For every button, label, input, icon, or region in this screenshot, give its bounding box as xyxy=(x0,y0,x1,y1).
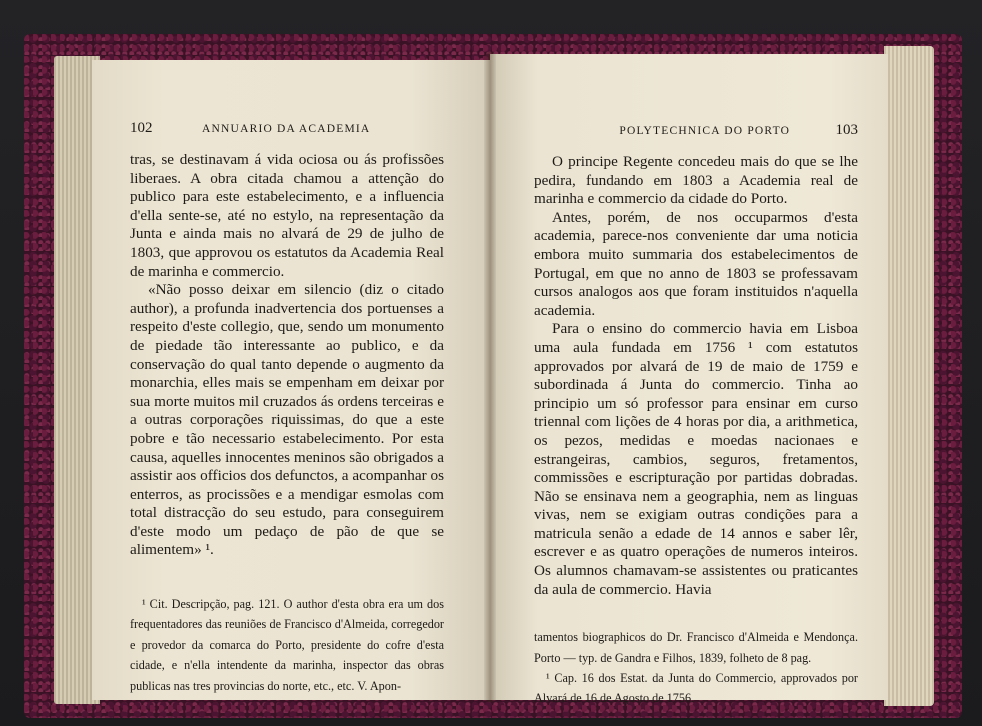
left-footnote-1: ¹ Cit. Descripção, pag. 121. O author d'esta obra era um dos frequentadores das reuniões de Francisco d'Almeida, corregedor e provedor da comarca do Porto, presidente do cofre d'esta cidade, e n'ella intendente da marinha, inspector das obras publicas nas tres provincias do norte, etc., etc. V. Apon- xyxy=(130,597,444,693)
left-page-number: 102 xyxy=(130,120,153,136)
left-paragraph-1: tras, se destinavam á vida ociosa ou ás profissões liberaes. A obra citada chamou a attenção do publico para este estabelecimento, e a influencia d'ella sente-se, até no estylo, na representação da Junta e ainda mais no alvará de 29 de julho de 1803, que approvou os estatutos da Academia Real de marinha e commercio. xyxy=(130,151,444,280)
right-page xyxy=(490,54,888,706)
right-footnotes xyxy=(534,627,858,709)
left-paragraph-2: «Não posso deixar em silencio (diz o citado author), a profunda inadvertencia dos portuenses a respeito d'este collegio, que, sendo um monumento de piedade tão interessante ao publico, e da conservação do qual tanto depende o augmento da monarchia, elles mais se empenham em deixar por sua morte muitos mil cruzados ás ordens terceiras e a outras corporações riquissimas, do que a este pobre e tão necessario estabelecimento. Por esta causa, aquelles innocentes meninos são obrigados a assistir aos officios dos defunctos, a acompanhar os enterros, as procissões e a mendigar esmolas com total distracção do seu estudo, para conseguirem d'este modo um pedaço de pão de que se alimentem» ¹. xyxy=(130,281,444,559)
left-page xyxy=(92,60,490,700)
left-running-head: ANNUARIO DA ACADEMIA xyxy=(202,123,371,135)
left-page-body xyxy=(130,151,444,560)
left-page-header xyxy=(130,120,444,137)
right-page-edges xyxy=(884,46,934,706)
right-page-number: 103 xyxy=(835,122,858,138)
right-running-head: POLYTECHNICA DO PORTO xyxy=(619,125,791,137)
right-page-body xyxy=(534,153,858,599)
left-footnotes xyxy=(130,594,444,696)
book-gutter xyxy=(484,52,496,702)
right-paragraph-2: Antes, porém, de nos occuparmos d'esta academia, parece-nos conveniente dar uma noticia embora muito summaria dos estabelecimentos de Portugal, em que no anno de 1803 se professavam cursos analogos aos que foram instituidos n'aquella academia. xyxy=(534,208,858,319)
right-page-header xyxy=(534,122,858,139)
right-footnote-continuation: tamentos biographicos do Dr. Francisco d'Almeida e Mendonça. Porto — typ. de Gandra e Filhos, 1839, folheto de 8 pag. xyxy=(534,630,858,665)
right-paragraph-3: Para o ensino do commercio havia em Lisboa uma aula fundada em 1756 ¹ com estatutos approvados por alvará de 19 de maio de 1759 e subordinada á Junta do commercio. Tinha ao principio um só professor para ensinar em curso triennal com lições de 4 horas por dia, a arithmetica, os pezos, medidas e moedas nacionaes e estrangeiras, cambios, seguros, fretamentos, commissões e escripturação por partidas dobradas. Não se ensinava nem a geographia, nem as linguas vivas, nem se exigiam outras condições para a matricula senão a edade de 14 annos e saber lêr, escrever e as quatro operações de numeros inteiros. Os alumnos chamavam-se assistentes ou praticantes da aula de commercio. Havia xyxy=(534,320,858,598)
right-paragraph-1: O principe Regente concedeu mais do que se lhe pedira, fundando em 1803 a Academia real de marinha e commercio da cidade do Porto. xyxy=(534,153,858,208)
right-footnote-1: ¹ Cap. 16 dos Estat. da Junta do Commercio, approvados por Alvará de 16 de Agosto de 1756. xyxy=(534,671,858,706)
